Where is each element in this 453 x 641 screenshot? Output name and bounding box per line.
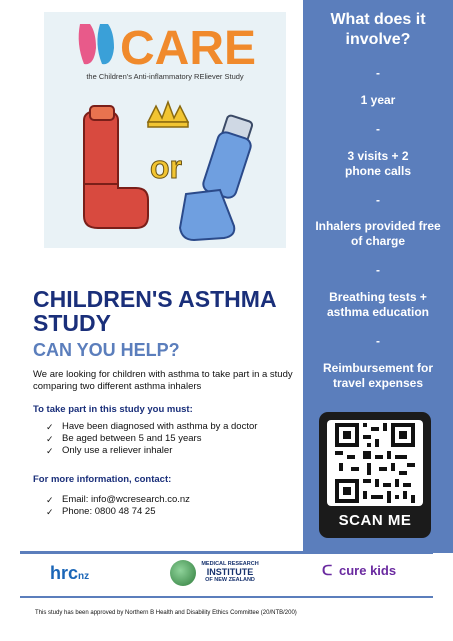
sidebar-item-inhalers: Inhalers provided free of charge — [315, 219, 441, 248]
sidebar-item-visits: 3 visits + 2 phone calls — [344, 149, 412, 178]
separator: - — [376, 263, 380, 277]
contact-phone[interactable]: ✓ Phone: 0800 48 74 25 — [46, 506, 156, 517]
sidebar-item-tests: Breathing tests + asthma education — [326, 290, 430, 319]
sidebar-item-reimbursement: Reimbursement for travel expenses — [322, 361, 434, 390]
hero-illustration — [44, 12, 286, 248]
care-logo — [74, 18, 256, 72]
contact-heading: For more information, contact: — [33, 474, 172, 485]
separator: - — [376, 193, 380, 207]
mri-emblem-icon — [170, 560, 196, 586]
separator: - — [376, 122, 380, 136]
crown-icon — [148, 102, 188, 127]
or-text: or — [150, 149, 182, 185]
eligibility-list — [46, 421, 257, 457]
qr-code[interactable] — [327, 420, 423, 506]
subtitle: CAN YOU HELP? — [33, 340, 180, 360]
contact-list — [46, 494, 190, 518]
blue-inhaler-icon — [180, 115, 253, 240]
separator: - — [376, 66, 380, 80]
care-wordmark: CARE — [120, 22, 256, 72]
qr-code-card[interactable] — [319, 412, 431, 538]
list-item: ✓ Only use a reliever inhaler — [46, 445, 173, 456]
hrc-logo: hrcnz — [50, 563, 90, 583]
mri-logo: MEDICAL RESEARCH INSTITUTE OF NEW ZEALAND — [201, 561, 259, 583]
sidebar-title: What does it involve? — [330, 11, 426, 48]
footer-divider-lower — [20, 596, 433, 598]
care-tagline: the Children's Anti-inflammatory REliever Study — [86, 72, 244, 81]
sidebar-item-duration: 1 year — [360, 93, 396, 107]
intro-text: We are looking for children with asthma to take part in a study comparing two different asthma inhalers — [33, 369, 293, 392]
footer-divider — [20, 551, 433, 554]
check-icon: ✓ — [46, 507, 54, 517]
check-icon: ✓ — [46, 495, 54, 505]
check-icon: ✓ — [46, 422, 54, 432]
ethics-approval-text: This study has been approved by Northern B Health and Disability Ethics Committee (20/NTB/200) — [35, 610, 297, 616]
check-icon: ✓ — [46, 434, 54, 444]
contact-email[interactable]: ✓ Email: info@wcresearch.co.nz — [46, 494, 190, 505]
qr-code-icon — [335, 423, 415, 503]
separator: - — [376, 334, 380, 348]
cure-kids-icon: ᑕ — [322, 562, 333, 578]
page-title: CHILDREN'S ASTHMA STUDY — [33, 286, 276, 336]
red-inhaler-icon — [84, 106, 148, 228]
cure-kids-logo: cure kids — [339, 563, 397, 578]
eligibility-heading: To take part in this study you must: — [33, 404, 193, 415]
scan-me-label: SCAN ME — [338, 512, 412, 529]
list-item: ✓ Have been diagnosed with asthma by a doctor — [46, 421, 258, 432]
inhalers-illustration — [44, 88, 286, 248]
list-item: ✓ Be aged between 5 and 15 years — [46, 433, 202, 444]
check-icon: ✓ — [46, 446, 54, 456]
